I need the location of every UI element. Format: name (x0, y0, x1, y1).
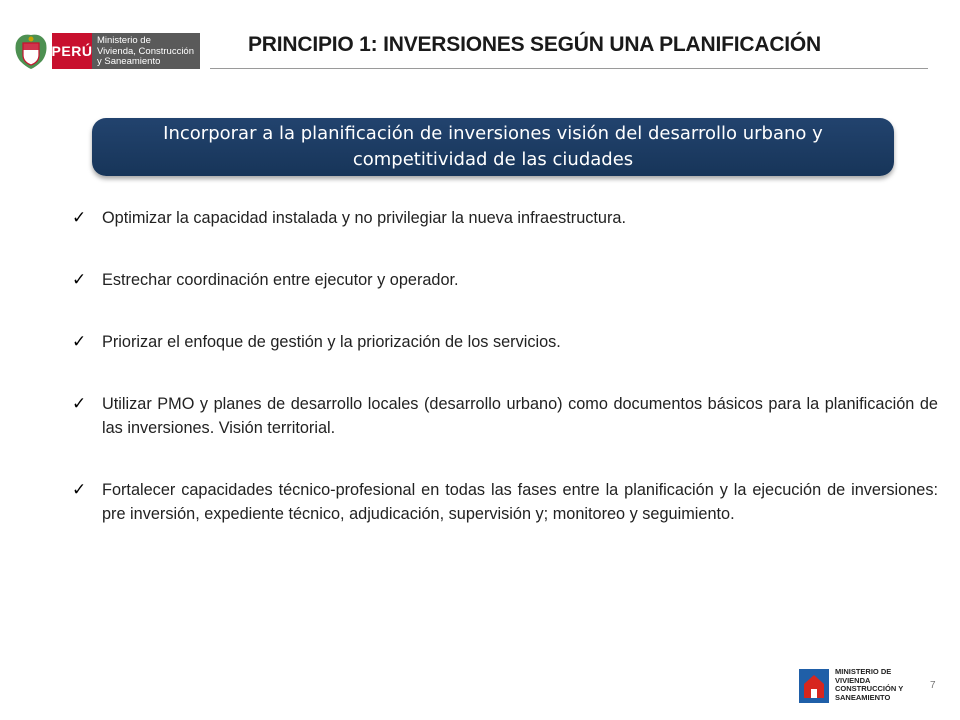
list-item (72, 206, 938, 230)
ministry-logo-line: Vivienda, Construcción (97, 45, 194, 57)
ministry-logo-line: Ministerio de (97, 35, 151, 46)
list-item-text: Optimizar la capacidad instalada y no privilegiar la nueva infraestructura. (102, 209, 626, 227)
coat-of-arms-icon (12, 31, 50, 71)
footer-logo-line: CONSTRUCCIÓN Y (835, 684, 904, 693)
checkmark-icon: ✓ (72, 270, 87, 290)
list-item-text: Fortalecer capacidades técnico-profesional en todas las fases entre la planificación y la ejecución de inversiones: pre inversión, expediente técnico, adjudicación, supervisión y; monitoreo y seguimiento. (102, 481, 938, 523)
list-item-text: Priorizar el enfoque de gestión y la priorización de los servicios. (102, 333, 561, 351)
ministry-logo-label (92, 33, 200, 69)
checkmark-icon: ✓ (72, 394, 87, 414)
checkmark-icon: ✓ (72, 480, 87, 500)
footer-ministry-logo (798, 668, 928, 708)
list-item (72, 392, 938, 440)
house-logo-icon (798, 668, 830, 704)
footer-logo-line: MINISTERIO DE (835, 667, 892, 676)
list-item (72, 478, 938, 526)
list-item-text: Utilizar PMO y planes de desarrollo locales (desarrollo urbano) como documentos básicos para la planificación de las inversiones. Visión territorial. (102, 395, 938, 437)
page-number: 7 (930, 680, 936, 691)
checkmark-icon: ✓ (72, 208, 87, 228)
principle-banner: Incorporar a la planificación de inversiones visión del desarrollo urbano y competitividad de las ciudades (92, 118, 894, 176)
page-title: PRINCIPIO 1: INVERSIONES SEGÚN UNA PLANIFICACIÓN (248, 33, 822, 56)
ministry-logo-line: y Saneamiento (97, 56, 161, 67)
header-divider (210, 68, 928, 69)
checkmark-icon: ✓ (72, 332, 87, 352)
peru-logo-label: PERÚ (52, 33, 92, 69)
footer-logo-line: VIVIENDA (835, 675, 871, 685)
ministry-header-logo (12, 30, 204, 72)
footer-logo-line: SANEAMIENTO (835, 692, 891, 702)
list-item (72, 268, 938, 292)
list-item-text: Estrechar coordinación entre ejecutor y operador. (102, 271, 459, 289)
list-item (72, 330, 938, 354)
footer-logo-label (835, 668, 903, 702)
